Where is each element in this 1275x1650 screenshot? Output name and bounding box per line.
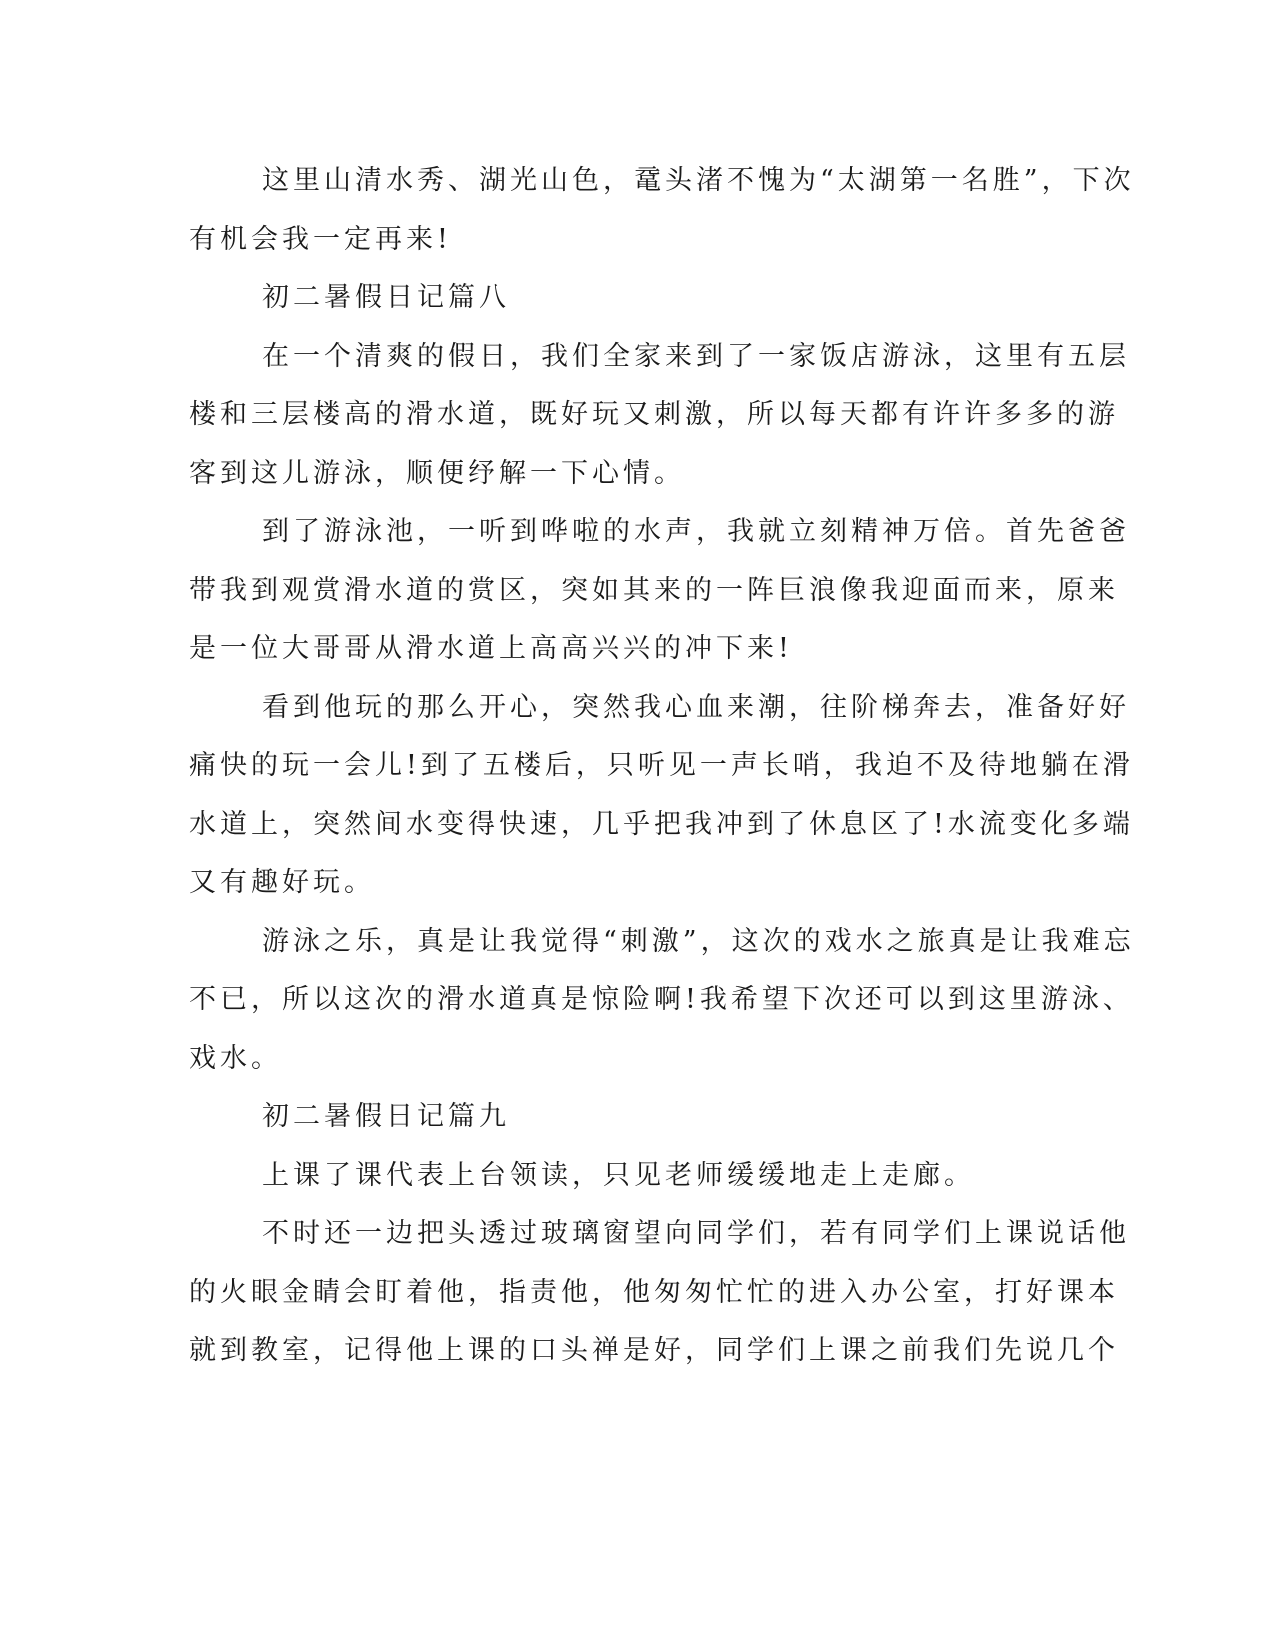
section-heading: 初二暑假日记篇八 <box>262 282 510 313</box>
paragraph-line: 这里山清水秀、湖光山色，鼋头渚不愧为“太湖第一名胜”，下次 <box>262 165 1135 196</box>
paragraph-line: 带我到观赏滑水道的赏区，突如其来的一阵巨浪像我迎面而来，原来 <box>189 575 1119 606</box>
paragraph-line: 痛快的玩一会儿!到了五楼后，只听见一声长哨，我迫不及待地躺在滑 <box>189 750 1134 781</box>
paragraph-line: 客到这儿游泳，顺便纾解一下心情。 <box>189 458 685 489</box>
paragraph-line: 水道上，突然间水变得快速，几乎把我冲到了休息区了!水流变化多端 <box>189 809 1134 840</box>
paragraph-line: 的火眼金睛会盯着他，指责他，他匆匆忙忙的进入办公室，打好课本 <box>189 1277 1119 1308</box>
paragraph-line: 是一位大哥哥从滑水道上高高兴兴的冲下来! <box>189 633 793 664</box>
paragraph-line: 戏水。 <box>189 1043 282 1074</box>
paragraph-line: 到了游泳池，一听到哗啦的水声，我就立刻精神万倍。首先爸爸 <box>262 516 1130 547</box>
paragraph-line: 又有趣好玩。 <box>189 867 375 898</box>
paragraph-line: 在一个清爽的假日，我们全家来到了一家饭店游泳，这里有五层 <box>262 341 1130 372</box>
paragraph-line: 就到教室，记得他上课的口头禅是好，同学们上课之前我们先说几个 <box>189 1335 1119 1366</box>
paragraph-line: 游泳之乐，真是让我觉得“刺激”，这次的戏水之旅真是让我难忘 <box>262 926 1135 957</box>
paragraph-line: 上课了课代表上台领读，只见老师缓缓地走上走廊。 <box>262 1160 975 1191</box>
paragraph-line: 看到他玩的那么开心，突然我心血来潮，往阶梯奔去，准备好好 <box>262 692 1130 723</box>
paragraph-line: 楼和三层楼高的滑水道，既好玩又刺激，所以每天都有许许多多的游 <box>189 399 1119 430</box>
paragraph-line: 不已，所以这次的滑水道真是惊险啊!我希望下次还可以到这里游泳、 <box>189 984 1134 1015</box>
paragraph-line: 有机会我一定再来! <box>189 224 452 255</box>
paragraph-line: 不时还一边把头透过玻璃窗望向同学们，若有同学们上课说话他 <box>262 1218 1130 1249</box>
section-heading: 初二暑假日记篇九 <box>262 1101 510 1132</box>
